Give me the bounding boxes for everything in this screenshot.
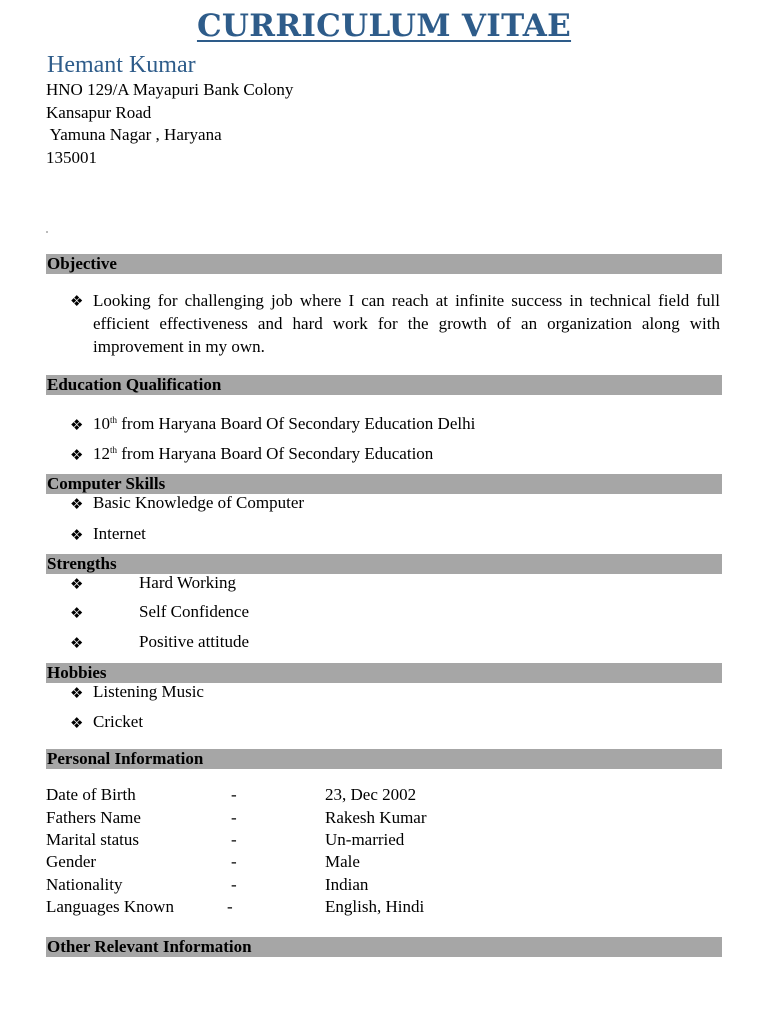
objective-heading-bar [46,254,722,274]
strength-item-2: Self Confidence [139,602,249,621]
hobby-item-2: Cricket [93,712,144,731]
education-heading: Education Qualification [47,375,222,394]
pi-separator: - [231,875,237,894]
skills-heading-bar [46,474,722,494]
pi-separator: - [231,808,237,827]
address-line-2: Kansapur Road [46,103,152,122]
strength-item-1: Hard Working [139,573,236,592]
hobby-item-1: Listening Music [93,682,204,701]
pi-label-marital: Marital status [46,830,140,849]
other-heading-bar [46,937,722,957]
pi-label-languages: Languages Known [46,897,174,916]
pi-value-languages: English, Hindi [325,897,425,916]
education-item-2: 12th from Haryana Board Of Secondary Education [93,444,434,463]
diamond-bullet-icon: ❖ [70,526,84,544]
candidate-name: Hemant Kumar [47,52,196,78]
pi-label-father: Fathers Name [46,808,141,827]
diamond-bullet-icon: ❖ [70,495,84,513]
pi-value-dob: 23, Dec 2002 [325,785,417,804]
address-pincode: 135001 [46,148,97,167]
skill-item-1: Basic Knowledge of Computer [93,493,305,512]
hobbies-heading-bar [46,663,722,683]
diamond-bullet-icon: ❖ [70,292,84,310]
diamond-bullet-icon: ❖ [70,604,84,622]
pi-separator: - [227,897,233,916]
diamond-bullet-icon: ❖ [70,634,84,652]
stray-dot [46,231,48,233]
pi-value-marital: Un-married [325,830,405,849]
diamond-bullet-icon: ❖ [70,684,84,702]
other-heading: Other Relevant Information [47,937,252,956]
pi-label-dob: Date of Birth [46,785,136,804]
pi-value-nationality: Indian [325,875,369,894]
pi-label-gender: Gender [46,852,97,871]
pi-value-gender: Male [325,852,360,871]
personal-heading: Personal Information [47,749,204,768]
objective-text: Looking for challenging job where I can reach at infinite success in technical field full efficient effectiveness and hard work for the growth of an organization along with improvement in my own. [93,291,720,356]
pi-value-father: Rakesh Kumar [325,808,427,827]
diamond-bullet-icon: ❖ [70,416,84,434]
pi-separator: - [231,852,237,871]
pi-label-nationality: Nationality [46,875,123,894]
strengths-heading-bar [46,554,722,574]
skills-heading: Computer Skills [47,474,166,493]
skill-item-2: Internet [93,524,146,543]
diamond-bullet-icon: ❖ [70,446,84,464]
education-item-1: 10th from Haryana Board Of Secondary Education Delhi [93,414,476,433]
strength-item-3: Positive attitude [139,632,250,651]
personal-heading-bar [46,749,722,769]
pi-separator: - [231,830,237,849]
address-line-1: HNO 129/A Mayapuri Bank Colony [46,80,294,99]
objective-heading: Objective [47,254,117,273]
education-heading-bar [46,375,722,395]
diamond-bullet-icon: ❖ [70,575,84,593]
page-title: CURRICULUM VITAE [196,8,572,44]
hobbies-heading: Hobbies [47,663,107,682]
diamond-bullet-icon: ❖ [70,714,84,732]
strengths-heading: Strengths [47,554,117,573]
pi-separator: - [231,785,237,804]
address-line-3: Yamuna Nagar , Haryana [46,125,222,144]
